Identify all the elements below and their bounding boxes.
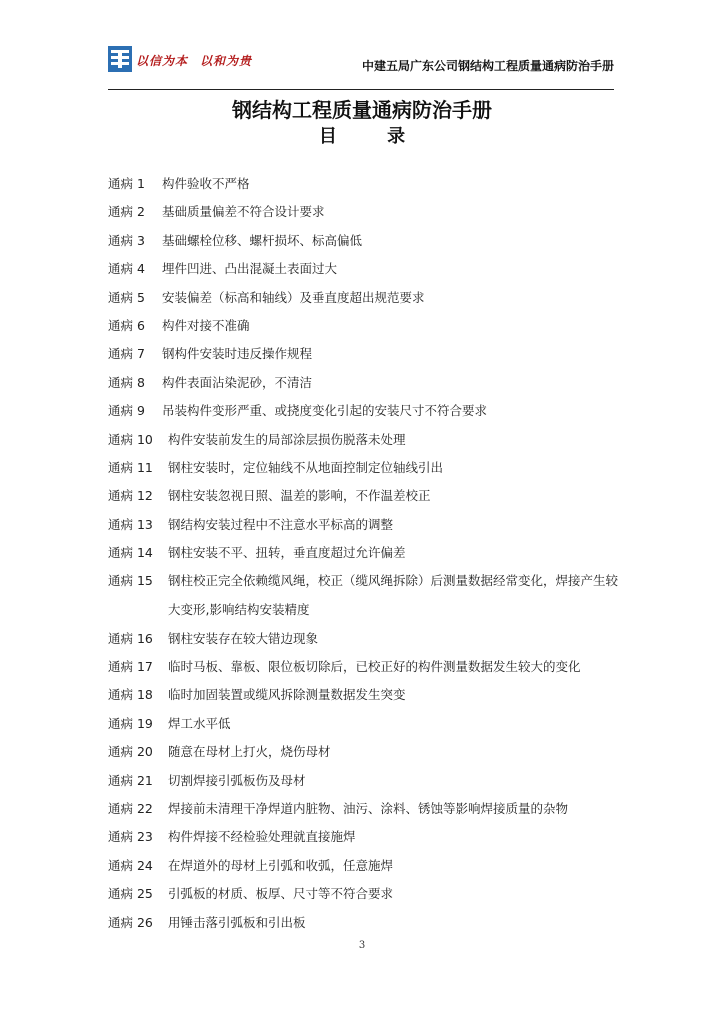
toc-item <box>108 317 618 335</box>
toc-item-title: 钢柱安装存在较大错边现象 <box>168 630 319 646</box>
toc-item-number: 通病 7 <box>108 346 145 362</box>
toc-item-title: 临时加固装置或缆风拆除测量数据发生突变 <box>168 687 406 703</box>
toc-item-number: 通病 6 <box>108 317 145 333</box>
toc-item-number: 通病 5 <box>108 289 145 305</box>
toc-item-title: 钢柱安装时，定位轴线不从地面控制定位轴线引出 <box>168 459 444 475</box>
toc-item <box>108 232 618 250</box>
toc-item-title: 基础螺栓位移、螺杆损坏、标高偏低 <box>162 232 363 248</box>
toc-item-title: 钢柱安装不平、扭转，垂直度超过允许偏差 <box>168 545 406 561</box>
toc-item-number: 通病 1 <box>108 176 145 191</box>
slogan-harmony: 以和为贵 <box>200 54 253 68</box>
toc-item-title: 临时马板、靠板、限位板切除后，已校正好的构件测量数据发生较大的变化 <box>168 659 581 675</box>
toc-item-number: 通病 26 <box>108 914 153 930</box>
toc-item <box>108 572 618 619</box>
toc-item <box>108 203 618 221</box>
toc-item-title: 钢构件安装时违反操作规程 <box>162 346 313 362</box>
toc-item-title: 安装偏差（标高和轴线）及垂直度超出规范要求 <box>162 289 425 305</box>
toc-heading: 目 录 <box>318 126 428 147</box>
toc-item-number: 通病 23 <box>108 829 153 845</box>
toc-item-title: 构件表面沾染泥砂，不清洁 <box>162 374 313 390</box>
header-divider <box>108 89 614 90</box>
toc-item-title: 钢柱校正完全依赖缆风绳，校正（缆风绳拆除）后测量数据经常变化，焊接产生较大变形,影响结构安装精度 <box>168 573 619 617</box>
toc-item-title: 构件焊接不经检验处理就直接施焊 <box>168 829 356 845</box>
table-of-contents <box>108 175 618 942</box>
toc-item-number: 通病 2 <box>108 204 145 220</box>
toc-item-title: 吊装构件变形严重、或挠度变化引起的安装尺寸不符合要求 <box>162 403 488 419</box>
toc-item-title: 用锤击落引弧板和引出板 <box>168 914 306 930</box>
toc-item <box>108 431 618 449</box>
toc-item-title: 构件安装前发生的局部涂层损伤脱落未处理 <box>168 431 406 447</box>
toc-item <box>108 828 618 846</box>
toc-item-number: 通病 8 <box>108 374 145 390</box>
header-title: 中建五局广东公司钢结构工程质量通病防治手册 <box>361 59 614 73</box>
toc-item-number: 通病 20 <box>108 744 153 760</box>
toc-item-number: 通病 13 <box>108 516 153 532</box>
toc-item-number: 通病 14 <box>108 545 153 561</box>
toc-item-number: 通病 12 <box>108 488 153 504</box>
toc-item-number: 通病 24 <box>108 857 153 873</box>
toc-item <box>108 260 618 278</box>
toc-item-title: 焊接前未清理干净焊道内脏物、油污、涂料、锈蚀等影响焊接质量的杂物 <box>168 801 569 817</box>
toc-item-number: 通病 10 <box>108 431 153 447</box>
page-header <box>0 0 724 92</box>
toc-item <box>108 487 618 505</box>
toc-item-number: 通病 11 <box>108 459 153 475</box>
toc-item-number: 通病 19 <box>108 715 153 731</box>
toc-item-title: 基础质量偏差不符合设计要求 <box>162 204 325 220</box>
toc-item <box>108 857 618 875</box>
page-number: 3 <box>358 940 366 951</box>
toc-item <box>108 374 618 392</box>
document-title: 钢结构工程质量通病防治手册 <box>232 98 492 122</box>
toc-item <box>108 800 618 818</box>
toc-item-title: 在焊道外的母材上引弧和收弧，任意施焊 <box>168 857 394 873</box>
toc-item-number: 通病 16 <box>108 630 153 646</box>
toc-item <box>108 544 618 562</box>
toc-item <box>108 516 618 534</box>
toc-item <box>108 914 618 932</box>
toc-item-number: 通病 4 <box>108 261 145 277</box>
company-logo-icon <box>108 46 132 72</box>
toc-item-title: 切割焊接引弧板伤及母材 <box>168 772 306 788</box>
toc-item <box>108 658 618 676</box>
toc-item <box>108 885 618 903</box>
toc-item-number: 通病 15 <box>108 573 153 589</box>
toc-item <box>108 630 618 648</box>
toc-item-title: 钢柱安装忽视日照、温差的影响，不作温差校正 <box>168 488 431 504</box>
toc-item-title: 构件对接不准确 <box>162 317 250 333</box>
toc-item <box>108 686 618 704</box>
toc-item <box>108 175 618 193</box>
toc-item <box>108 345 618 363</box>
toc-item-title: 埋件凹进、凸出混凝土表面过大 <box>162 261 338 277</box>
toc-item-title: 引弧板的材质、板厚、尺寸等不符合要求 <box>168 886 394 902</box>
toc-item-number: 通病 25 <box>108 886 153 902</box>
toc-item-number: 通病 22 <box>108 801 153 817</box>
toc-item-number: 通病 21 <box>108 772 153 788</box>
toc-item-number: 通病 9 <box>108 403 145 419</box>
toc-item-title: 随意在母材上打火，烧伤母材 <box>168 744 331 760</box>
toc-item <box>108 715 618 733</box>
toc-item-title: 构件验收不严格 <box>162 176 250 191</box>
toc-item <box>108 402 618 420</box>
toc-item <box>108 772 618 790</box>
toc-item <box>108 743 618 761</box>
toc-item-number: 通病 18 <box>108 687 153 703</box>
toc-item-title: 钢结构安装过程中不注意水平标高的调整 <box>168 516 394 532</box>
toc-item-number: 通病 3 <box>108 232 145 248</box>
slogan-trust: 以信为本 <box>136 54 189 68</box>
toc-item-number: 通病 17 <box>108 659 153 675</box>
toc-item <box>108 289 618 307</box>
toc-item <box>108 459 618 477</box>
toc-item-title: 焊工水平低 <box>168 715 231 731</box>
